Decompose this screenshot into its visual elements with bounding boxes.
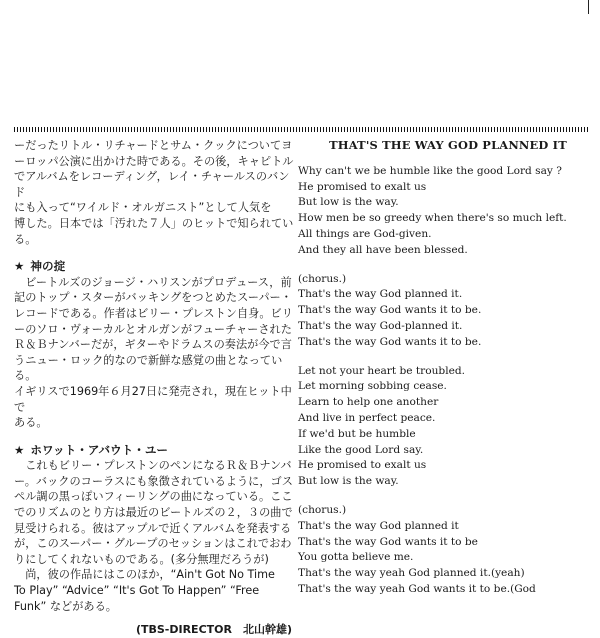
- song-title: THAT'S THE WAY GOD PLANNED IT: [329, 138, 567, 152]
- text-line: ーロッパ公演に出かけた時である。その後，キャピトル: [14, 154, 294, 168]
- lyric-line: You gotta believe me.: [298, 551, 414, 564]
- text-line: Ｒ＆Ｂナンバーだが，ギターやドラムスの奏法が今で言: [14, 338, 292, 352]
- text-line: To Play” “Advice” “It's Got To Happen” “Free: [14, 584, 260, 598]
- lyric-line: Like the good Lord say.: [298, 443, 424, 456]
- lyrics-column: [298, 138, 598, 611]
- verse-1: [298, 164, 598, 259]
- lyric-line: He promised to exalt us: [298, 180, 427, 193]
- lyric-line: But low is the way.: [298, 475, 399, 488]
- star-icon: ★: [14, 442, 25, 457]
- lyric-line: All things are God-given.: [298, 227, 432, 240]
- text-line: うニュー・ロック的なので新鮮な感覚の曲となっている。: [14, 353, 283, 383]
- lyric-line: If we'd but be humble: [298, 427, 416, 440]
- text-line: ー。バックのコーラスにも象徴されているように，ゴス: [14, 474, 293, 488]
- intro-paragraph: [14, 138, 296, 247]
- corner-crop-mark: [582, 0, 589, 14]
- text-line: イギリスで1969年６月27日に発売され，現在ヒット中で: [14, 384, 292, 414]
- lyric-line: And live in perfect peace.: [298, 411, 436, 424]
- lyric-line: But low is the way.: [298, 196, 399, 209]
- liner-notes-column: [14, 138, 296, 638]
- text-line: ペル調の黒っぽいフィーリングの曲になっている。ここ: [14, 490, 293, 504]
- lyric-line: How men be so greedy when there's so much left.: [298, 212, 567, 225]
- section-body-2: [14, 458, 296, 614]
- lyric-line: (chorus.): [298, 503, 347, 516]
- lyric-line: Let morning sobbing cease.: [298, 380, 447, 393]
- text-line: ビートルズのジョージ・ハリスンがプロデュース，前: [25, 275, 292, 289]
- lyric-line: And they all have been blessed.: [298, 243, 468, 256]
- text-line: りにしてくれないものである。(多分無理だろうが): [14, 552, 269, 566]
- text-line: 見受けられる。彼はアップルで近くアルバムを発表する: [14, 521, 292, 535]
- lyric-line: That's the way God planned it.: [298, 288, 463, 301]
- text-line: ーだったリトル・リチャードとサム・クックについてヨ: [14, 139, 293, 152]
- text-line: にも入って“ワイルド・オルガニスト”として人気を: [14, 201, 272, 215]
- section-heading-what-about-you: [14, 443, 296, 459]
- lyric-line: Learn to help one another: [298, 396, 439, 409]
- lyric-line: That's the way yeah God wants it to be.(God: [298, 582, 536, 595]
- lyric-line: Let not your heart be troubled.: [298, 364, 465, 377]
- text-line: でアルバムをレコーディング，レイ・チャールスのバンド: [14, 170, 290, 199]
- text-line: 博した。日本では「汚れた７人」のヒットで知られている。: [14, 216, 294, 246]
- lyric-line: That's the way yeah God planned it.(yeah): [298, 567, 525, 580]
- lyric-line: That's the way God wants it to be.: [298, 304, 482, 317]
- text-line: が，このスーパー・グループのセッションはこれでおわ: [14, 537, 292, 551]
- section-title: 神の掟: [30, 259, 66, 274]
- text-line: でのリズムのとり方は最近のビートルズの２，３の曲で: [14, 506, 293, 520]
- text-line: ーのソロ・ヴォーカルとオルガンがフューチャーされた: [14, 322, 292, 336]
- header-rule: [14, 127, 588, 132]
- text-line: ある。: [14, 416, 48, 430]
- text-line: レコードである。作者はビリー・プレストン自身。ビリ: [14, 306, 293, 320]
- lyric-line: (chorus.): [298, 272, 347, 285]
- author-credit: (TBS-DIRECTOR 北山幹雄): [135, 623, 292, 637]
- chorus-2: [298, 503, 598, 598]
- text-line: 尚，彼の作品にはこのほか，“Ain't Got No Time: [25, 568, 275, 582]
- text-line: Funk” などがある。: [14, 599, 117, 613]
- lyric-line: That's the way God-planned it.: [298, 319, 463, 332]
- chorus-1: [298, 272, 598, 351]
- lyric-line: That's the way God wants it to be: [298, 535, 478, 548]
- section-heading-kami-no-okite: [14, 259, 296, 275]
- lyric-line: That's the way God wants it to be.: [298, 335, 482, 348]
- lyric-line: That's the way God planned it: [298, 519, 459, 532]
- star-icon: ★: [14, 259, 25, 274]
- lyric-line: He promised to exalt us: [298, 459, 427, 472]
- verse-2: [298, 364, 598, 490]
- section-title: ホワット・アバウト・ユー: [30, 442, 169, 457]
- text-line: これもビリー・プレストンのペンになるＲ＆Ｂナンバ: [25, 459, 292, 473]
- section-body-1: [14, 275, 296, 431]
- lyric-line: Why can't we be humble like the good Lord say ?: [298, 164, 562, 177]
- text-line: 記のトップ・スターがバッキングをつとめたスーパー・: [14, 291, 292, 305]
